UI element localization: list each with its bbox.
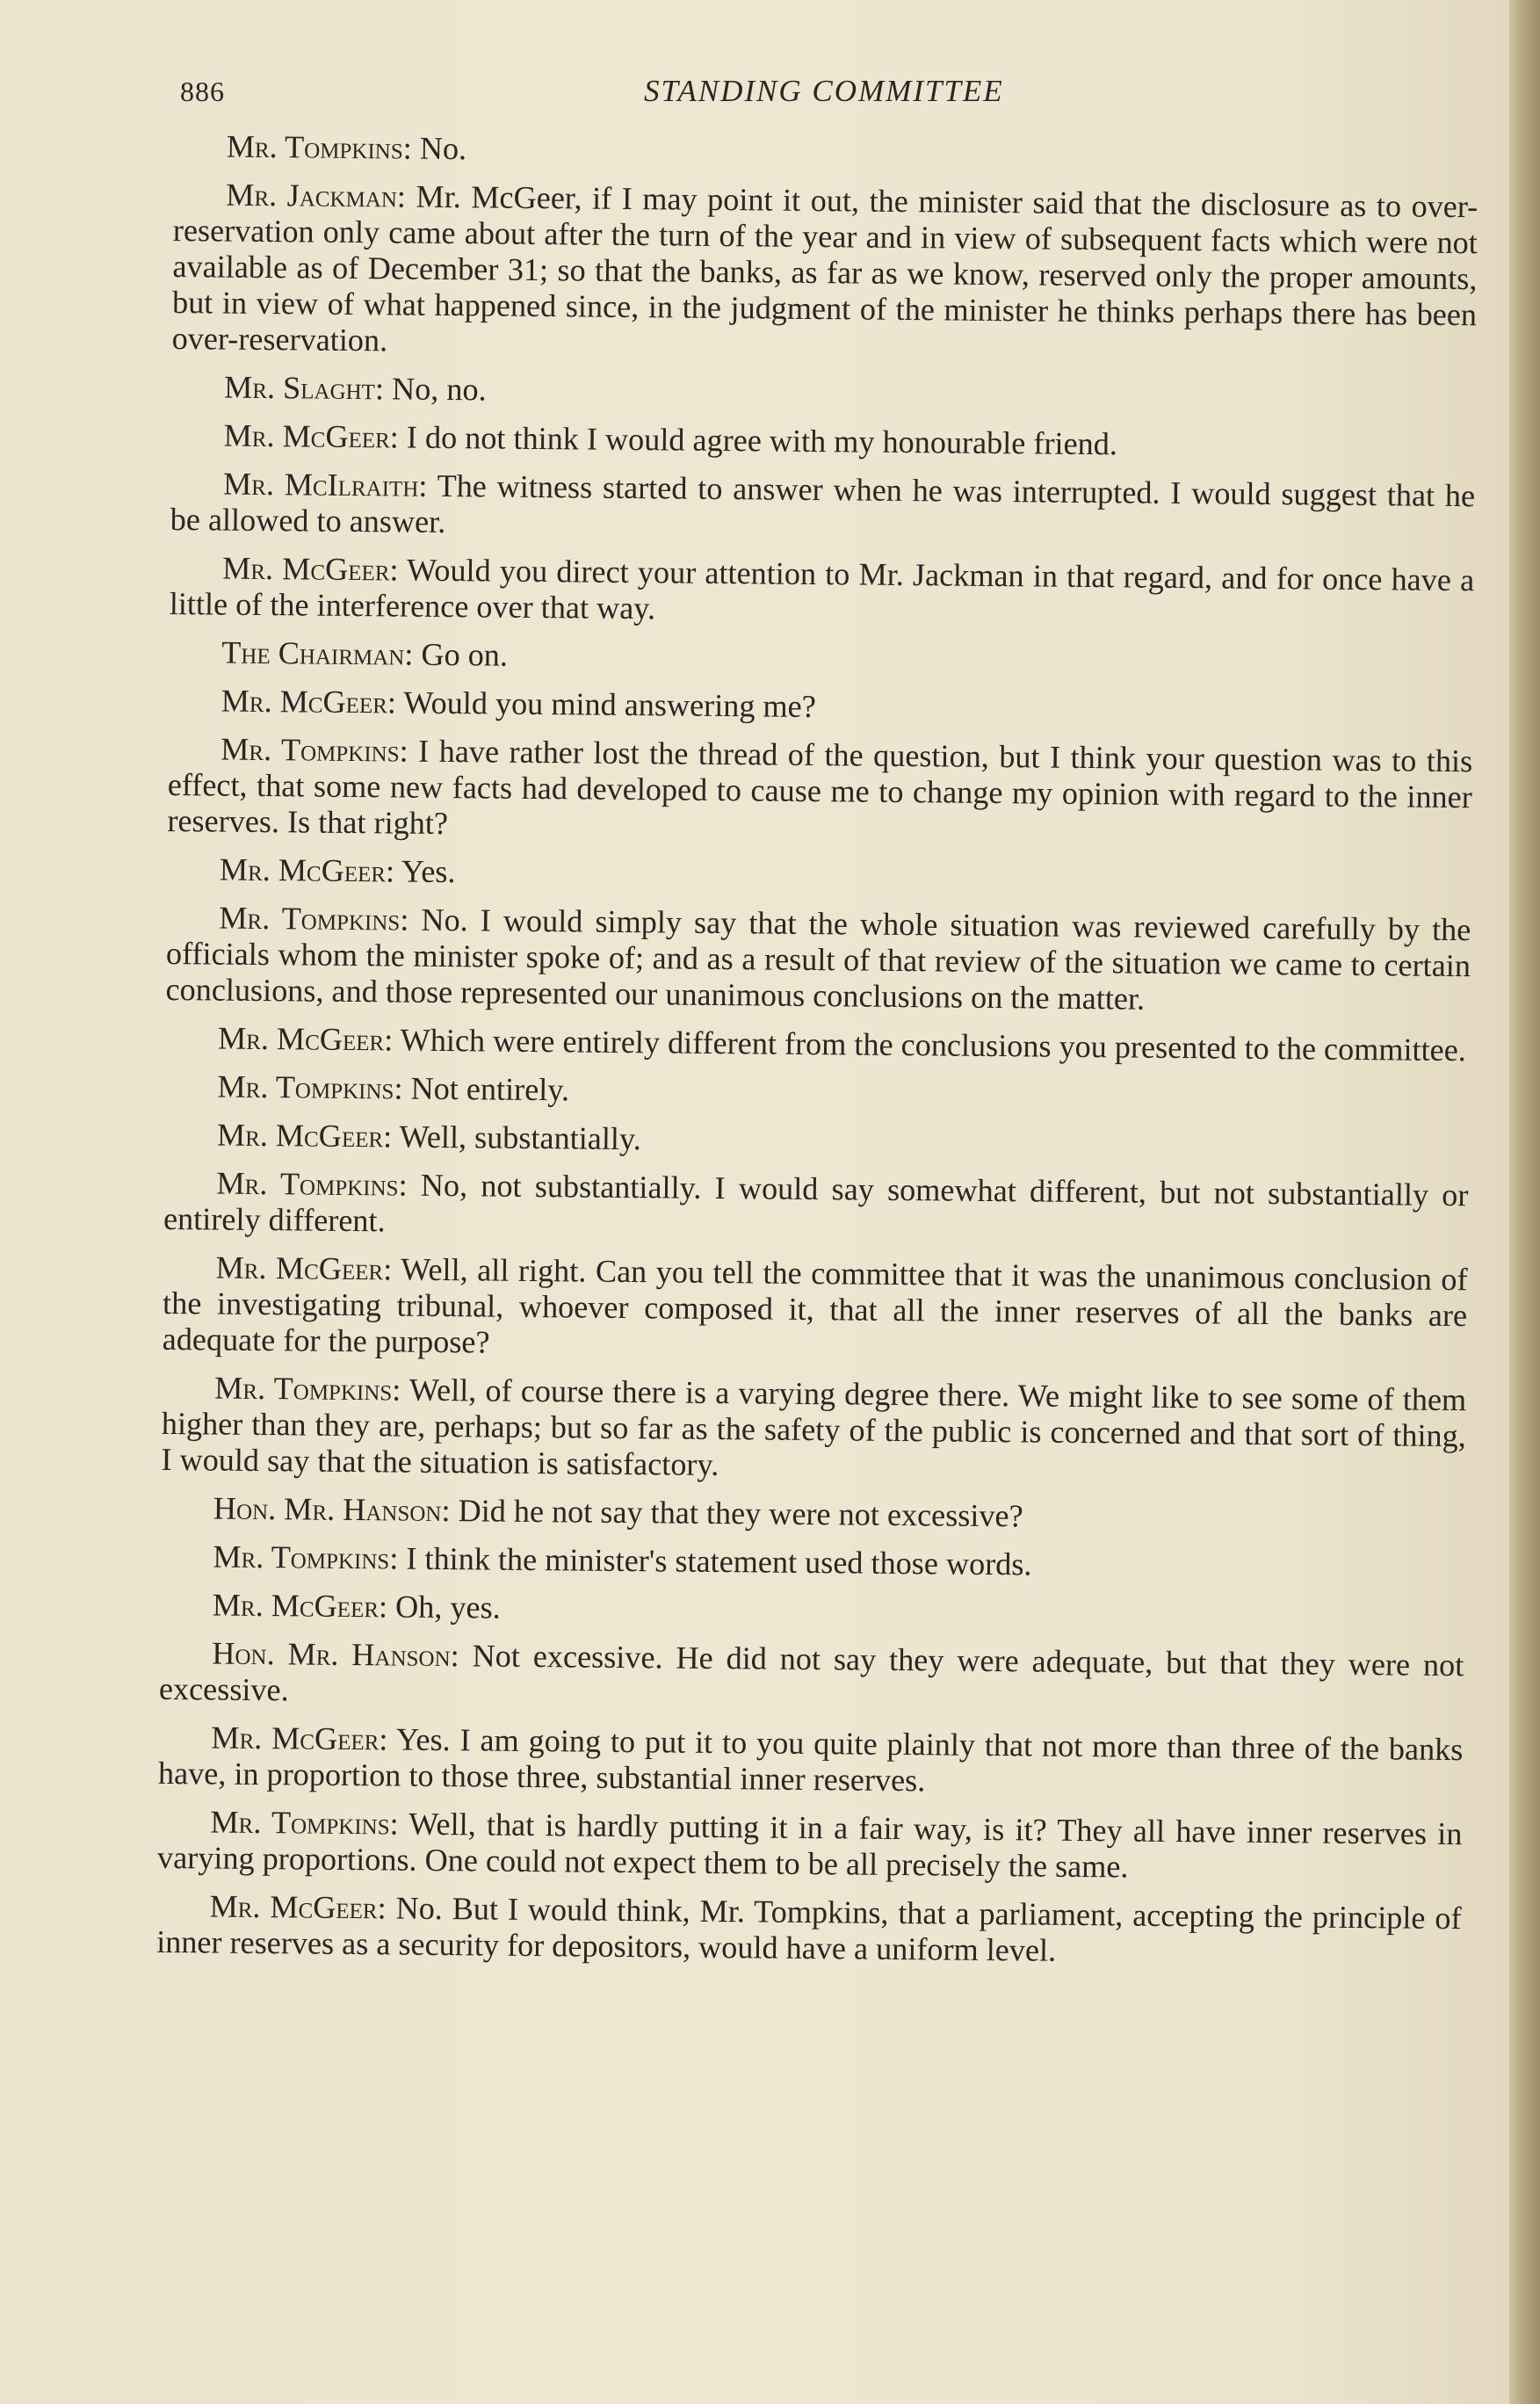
paragraph (172, 177, 1479, 369)
paragraph (161, 1490, 1465, 1539)
paragraph (163, 1249, 1468, 1370)
paragraph (156, 1888, 1462, 1973)
running-title: STANDING COMMITTEE (644, 74, 1004, 108)
speaker-name: Mr. Tompkins: (216, 1165, 408, 1203)
speech-text: Yes. I am going to put it to you quite plainly that not more than three of the banks have, in proportion to those three, substantial inner reserves. (157, 1721, 1464, 1799)
paragraph (165, 1020, 1470, 1068)
speaker-name: Mr. McIlraith: (222, 466, 428, 503)
speech-text: I do not think I would agree with my honourable friend. (406, 419, 1118, 462)
speaker-name: Mr. McGeer: (212, 1587, 388, 1625)
speech-text: Mr. McGeer, if I may point it out, the minister said that the disclosure as to over-reservation only came about after the turn of the year and in view of subsequent facts which were not available as of December 31; so that the banks, as far as we know, reserved only the proper amounts, but in view of what happened since, in the judgment of the minister he thinks perhaps there has been over-reservation. (171, 178, 1479, 358)
paragraph (164, 1068, 1469, 1117)
paragraph (165, 900, 1471, 1020)
speech-text: Well, substantially. (399, 1119, 641, 1157)
speech-text: Oh, yes. (394, 1589, 501, 1626)
speaker-name: Mr. Tompkins: (210, 1804, 399, 1842)
speech-text: No, not substantially. I would say somewhat different, but not substantially or entirely different. (163, 1167, 1469, 1239)
paragraph (161, 1370, 1466, 1490)
page-number: 886 (180, 76, 225, 107)
running-head (180, 69, 1540, 121)
speaker-name: Mr. Tompkins: (217, 1068, 403, 1106)
paragraph (167, 851, 1471, 900)
speech-text: Not excessive. He did not say they were adequate, but that they were not excessive. (158, 1638, 1464, 1708)
paragraph (157, 1804, 1463, 1888)
paragraph (167, 731, 1472, 851)
speech-text: Did he not say that they were not excessive? (458, 1493, 1023, 1534)
speaker-name: Mr. McGeer: (223, 417, 400, 455)
paragraph (169, 634, 1473, 683)
speaker-name: Mr. McGeer: (211, 1720, 388, 1757)
paragraph (158, 1720, 1464, 1804)
speech-text: Would you direct your attention to Mr. Jackman in that regard, and for once have a little of the interference over that way. (169, 552, 1475, 626)
speech-text: No. But I would think, Mr. Tompkins, that a parliament, accepting the principle of inner reserves as a security for depositors, would have a uniform level. (155, 1890, 1462, 1968)
speaker-name: Mr. McGeer: (217, 1020, 394, 1058)
speaker-name: Mr. Tompkins: (219, 900, 409, 938)
speech-text: Would you mind answering me? (403, 684, 816, 725)
paragraph (171, 369, 1476, 417)
paragraph (170, 466, 1476, 550)
speech-text: Which were entirely different from the conclusions you presented to the committee. (400, 1022, 1467, 1068)
paragraph (163, 1165, 1469, 1249)
speech-text: Yes. (401, 853, 456, 890)
speech-text: I think the minister's statement used those words. (406, 1540, 1032, 1582)
speaker-name: Mr. Tompkins: (221, 731, 408, 769)
speaker-name: Mr. McGeer: (222, 550, 399, 588)
speech-text: No. I would simply say that the whole situation was reviewed carefully by the officials whom the minister spoke of; and as a result of that review of the situation we came to certain conclusions, and those represented our unanimous conclusions on the matter. (165, 902, 1471, 1017)
speaker-name: The Chairman: (221, 634, 414, 672)
speaker-name: Mr. McGeer: (219, 851, 395, 889)
speaker-name: Mr. Tompkins: (213, 1539, 399, 1576)
speech-text: Go on. (421, 636, 509, 673)
page-edge (1509, 0, 1540, 2404)
speaker-name: Mr. McGeer: (216, 1117, 393, 1155)
speech-text: Well, of course there is a varying degree there. We might like to see some of them higher than they are, perhaps; but so far as the safety of the public is concerned and that sort of thing, I would say that the situation is satisfactory. (161, 1372, 1467, 1483)
speaker-name: Mr. McGeer: (209, 1888, 387, 1926)
speech-text: Well, all right. Can you tell the committee that it was the unanimous conclusion of the investigating tribunal, whoever composed it, that all the inner reserves of all the banks are adequate for the purpose? (162, 1251, 1468, 1360)
paragraph (160, 1539, 1464, 1587)
transcript-body (156, 128, 1479, 1985)
paragraph (164, 1117, 1469, 1165)
speaker-name: Hon. Mr. Hanson: (213, 1490, 451, 1529)
paragraph (159, 1635, 1464, 1720)
speech-text: The witness started to answer when he was interrupted. I would suggest that he be allowed to answer. (170, 467, 1476, 539)
speaker-name: Mr. Slaght: (223, 369, 385, 407)
speech-text: I have rather lost the thread of the question, but I think your question was to this effect, that some new facts had developed to cause me to change my opinion with regard to the inner reserves. Is that right? (167, 733, 1473, 842)
paragraph (160, 1587, 1464, 1635)
speaker-name: Mr. McGeer: (215, 1249, 393, 1287)
speaker-name: Mr. McGeer: (221, 683, 397, 720)
paragraph (169, 683, 1473, 731)
speaker-name: Hon. Mr. Hanson: (212, 1635, 459, 1674)
speech-text: No. (419, 130, 467, 167)
speaker-name: Mr. Jackman: (226, 177, 407, 214)
speaker-name: Mr. Tompkins: (226, 128, 412, 166)
speech-text: Not entirely. (410, 1070, 570, 1108)
speech-text: Well, that is hardly putting it in a fair way, is it? They all have inner reserves in varying proportions. One could not expect them to be all precisely the same. (156, 1806, 1463, 1885)
speaker-name: Mr. Tompkins: (214, 1370, 401, 1408)
speech-text: No, no. (391, 371, 487, 408)
paragraph (170, 550, 1475, 634)
paragraph (170, 417, 1475, 466)
